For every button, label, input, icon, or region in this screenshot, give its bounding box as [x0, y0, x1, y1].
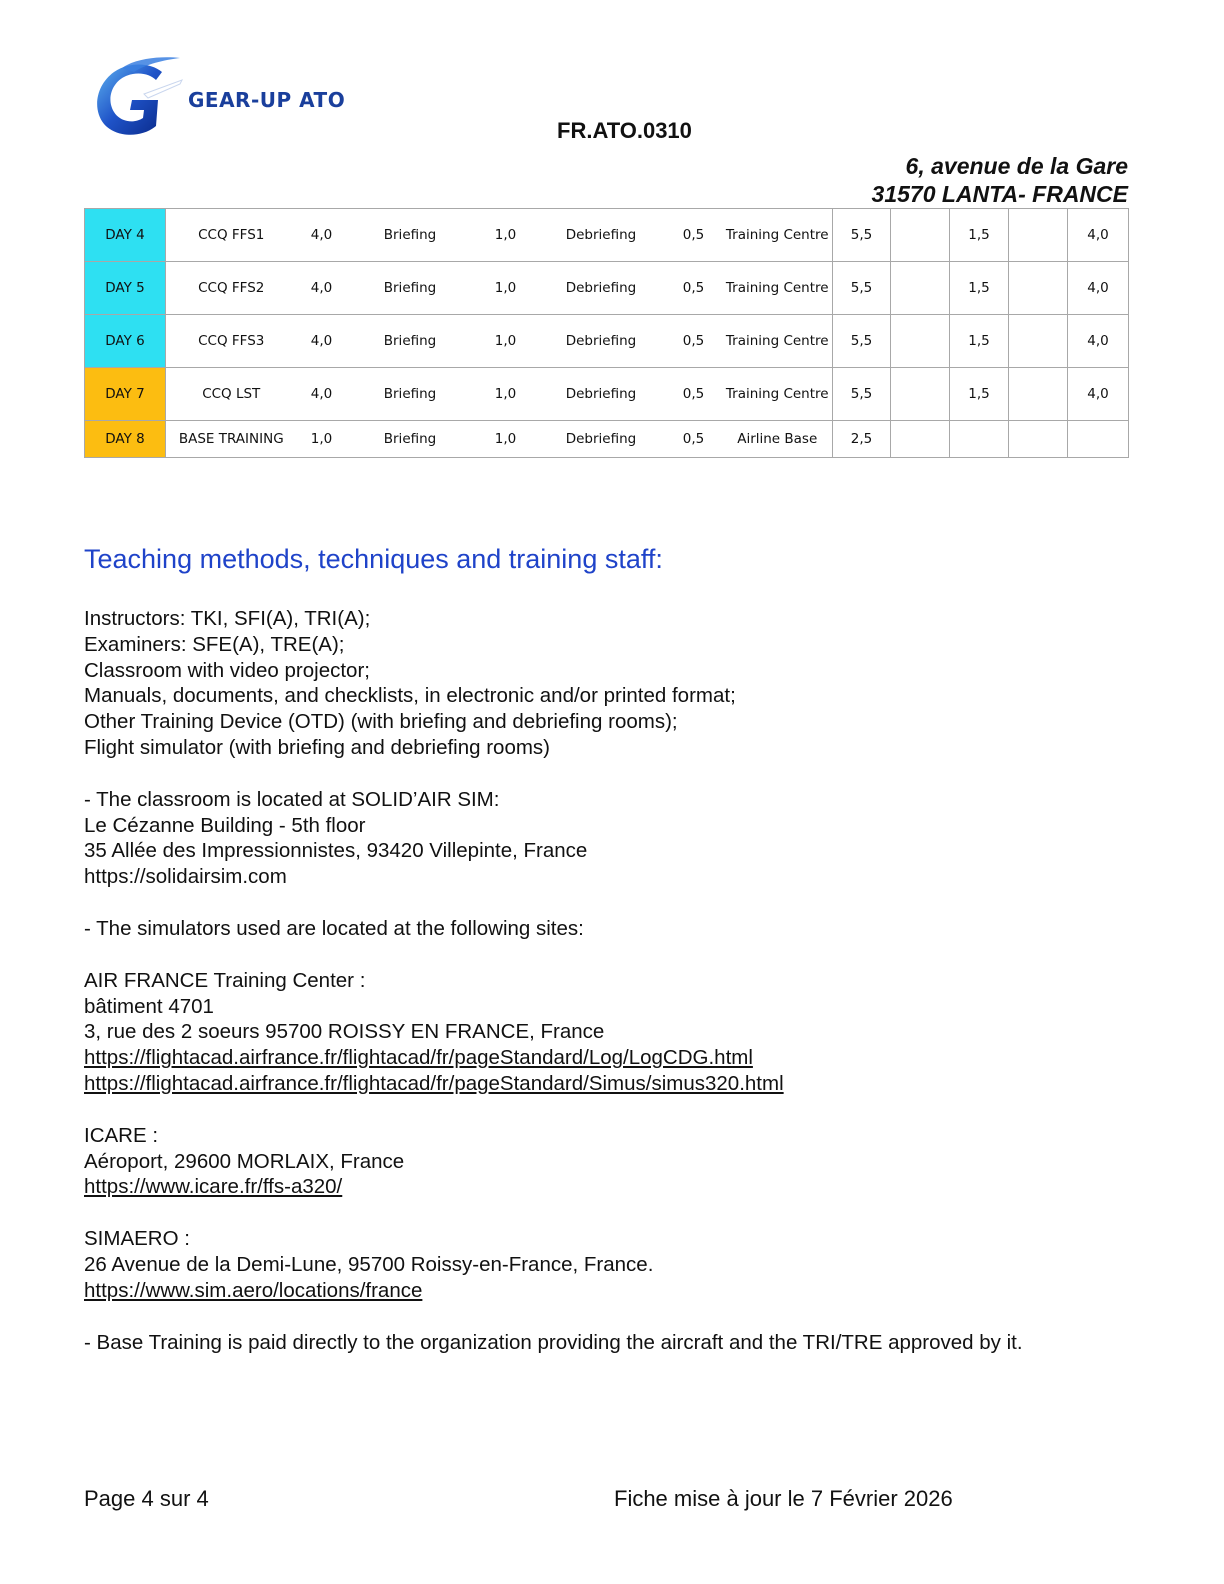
location-cell: Training Centre [723, 315, 833, 368]
activity-cell: BASE TRAINING [166, 421, 297, 458]
briefing-hours-cell: 1,0 [474, 209, 538, 262]
total-cell: 5,5 [833, 315, 891, 368]
debriefing-hours-cell: 0,5 [665, 368, 723, 421]
briefing-hours-cell: 1,0 [474, 262, 538, 315]
schedule-row [85, 209, 1129, 262]
icare-link[interactable]: https://www.icare.fr/ffs-a320/ [84, 1175, 343, 1199]
hours-cell: 4,0 [297, 209, 347, 262]
debriefing-cell: Debriefing [538, 209, 665, 262]
extra-cell-4: 4,0 [1068, 262, 1129, 315]
extra-cell-3 [1009, 421, 1068, 458]
briefing-hours-cell: 1,0 [474, 368, 538, 421]
staff-line: Instructors: TKI, SFI(A), TRI(A); [84, 607, 371, 630]
gear-up-g-icon [84, 54, 184, 138]
total-cell: 5,5 [833, 368, 891, 421]
airfrance-link-1[interactable]: https://flightacad.airfrance.fr/flightacad/fr/pageStandard/Log/LogCDG.html [84, 1046, 753, 1070]
extra-cell-1 [891, 315, 950, 368]
staff-line: Flight simulator (with briefing and debriefing rooms) [84, 735, 551, 759]
section-title: Teaching methods, techniques and training staff: [84, 544, 663, 574]
briefing-cell: Briefing [347, 315, 474, 368]
reference-number: FR.ATO.0310 [557, 118, 692, 143]
icare-address: Aéroport, 29600 MORLAIX, France [84, 1149, 405, 1173]
simaero-name: SIMAERO : [84, 1227, 190, 1251]
extra-cell-3 [1009, 315, 1068, 368]
activity-cell: CCQ LST [166, 368, 297, 421]
airfrance-building: bâtiment 4701 [84, 994, 214, 1018]
activity-cell: CCQ FFS2 [166, 262, 297, 315]
extra-cell-4 [1068, 421, 1129, 458]
extra-cell-2 [950, 421, 1009, 458]
debriefing-hours-cell: 0,5 [665, 209, 723, 262]
day-cell: DAY 5 [85, 262, 166, 315]
page-number: Page 4 sur 4 [84, 1486, 209, 1511]
extra-cell-4: 4,0 [1068, 315, 1129, 368]
staff-line: Other Training Device (OTD) (with briefing and debriefing rooms); [84, 710, 678, 734]
debriefing-cell: Debriefing [538, 262, 665, 315]
extra-cell-1 [891, 209, 950, 262]
location-cell: Training Centre [723, 262, 833, 315]
staff-line: Classroom with video projector; [84, 658, 370, 682]
extra-cell-1 [891, 262, 950, 315]
location-cell: Training Centre [723, 209, 833, 262]
hours-cell: 4,0 [297, 368, 347, 421]
briefing-cell: Briefing [347, 421, 474, 458]
classroom-line: 35 Allée des Impressionnistes, 93420 Villepinte, France [84, 839, 588, 863]
schedule-row [85, 421, 1129, 458]
briefing-hours-cell: 1,0 [474, 421, 538, 458]
extra-cell-1 [891, 368, 950, 421]
classroom-line: - The classroom is located at SOLID’AIR SIM: [84, 787, 500, 811]
extra-cell-4: 4,0 [1068, 368, 1129, 421]
location-cell: Airline Base [723, 421, 833, 458]
activity-cell: CCQ FFS1 [166, 209, 297, 262]
base-training-note: - Base Training is paid directly to the organization providing the aircraft and the TRI/TRE approved by it. [84, 1330, 1023, 1354]
icare-site [84, 1123, 1144, 1200]
briefing-cell: Briefing [347, 209, 474, 262]
extra-cell-3 [1009, 262, 1068, 315]
airfrance-name: AIR FRANCE Training Center : [84, 968, 366, 992]
total-cell: 2,5 [833, 421, 891, 458]
section-body [84, 606, 1144, 1355]
schedule-row [85, 315, 1129, 368]
extra-cell-2: 1,5 [950, 315, 1009, 368]
hours-cell: 1,0 [297, 421, 347, 458]
address-line-1: 6, avenue de la Gare [905, 153, 1128, 179]
airfrance-address: 3, rue des 2 soeurs 95700 ROISSY EN FRANCE, France [84, 1020, 605, 1044]
classroom-line: Le Cézanne Building - 5th floor [84, 813, 366, 837]
hours-cell: 4,0 [297, 262, 347, 315]
extra-cell-3 [1009, 368, 1068, 421]
location-cell: Training Centre [723, 368, 833, 421]
hours-cell: 4,0 [297, 315, 347, 368]
airfrance-site [84, 968, 1144, 1097]
extra-cell-2: 1,5 [950, 368, 1009, 421]
debriefing-hours-cell: 0,5 [665, 421, 723, 458]
schedule-row [85, 262, 1129, 315]
staff-line: Manuals, documents, and checklists, in electronic and/or printed format; [84, 684, 736, 708]
simaero-address: 26 Avenue de la Demi-Lune, 95700 Roissy-en-France, France. [84, 1252, 654, 1276]
address [872, 152, 1128, 208]
extra-cell-2: 1,5 [950, 209, 1009, 262]
debriefing-hours-cell: 0,5 [665, 315, 723, 368]
debriefing-cell: Debriefing [538, 368, 665, 421]
extra-cell-2: 1,5 [950, 262, 1009, 315]
extra-cell-4: 4,0 [1068, 209, 1129, 262]
briefing-hours-cell: 1,0 [474, 315, 538, 368]
airfrance-link-2[interactable]: https://flightacad.airfrance.fr/flightacad/fr/pageStandard/Simus/simus320.html [84, 1071, 784, 1095]
extra-cell-3 [1009, 209, 1068, 262]
staff-list [84, 606, 1144, 761]
staff-line: Examiners: SFE(A), TRE(A); [84, 632, 345, 656]
logo-text: GEAR-UP ATO [188, 88, 346, 112]
activity-cell: CCQ FFS3 [166, 315, 297, 368]
classroom-website: https://solidairsim.com [84, 865, 287, 889]
address-line-2: 31570 LANTA- FRANCE [871, 181, 1128, 207]
update-date: Fiche mise à jour le 7 Février 2026 [614, 1486, 953, 1511]
schedule-table [84, 208, 1129, 458]
debriefing-hours-cell: 0,5 [665, 262, 723, 315]
day-cell: DAY 8 [85, 421, 166, 458]
simaero-link[interactable]: https://www.sim.aero/locations/france [84, 1278, 423, 1302]
debriefing-cell: Debriefing [538, 421, 665, 458]
total-cell: 5,5 [833, 262, 891, 315]
icare-name: ICARE : [84, 1123, 159, 1147]
extra-cell-1 [891, 421, 950, 458]
schedule-row [85, 368, 1129, 421]
briefing-cell: Briefing [347, 262, 474, 315]
day-cell: DAY 6 [85, 315, 166, 368]
classroom-info [84, 787, 1144, 890]
day-cell: DAY 4 [85, 209, 166, 262]
gear-up-logo [84, 54, 344, 138]
day-cell: DAY 7 [85, 368, 166, 421]
briefing-cell: Briefing [347, 368, 474, 421]
debriefing-cell: Debriefing [538, 315, 665, 368]
total-cell: 5,5 [833, 209, 891, 262]
simaero-site [84, 1226, 1144, 1303]
simulators-intro: - The simulators used are located at the following sites: [84, 916, 584, 940]
